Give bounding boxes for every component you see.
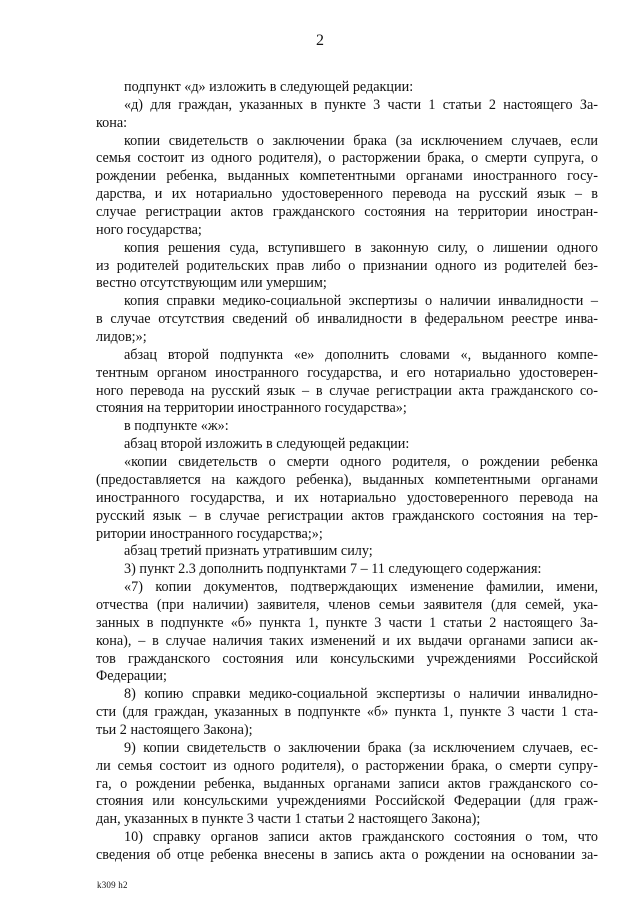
- text-line: 10) справку органов записи актов гражданского состояния о том, что: [124, 829, 598, 845]
- text-line: лидов;»;: [96, 329, 147, 345]
- text-line: иностранного государства, и их нотариально удостоверенного перевода на: [96, 490, 598, 506]
- text-line: дарства, и их нотариально удостоверенного перевода на русский язык – в: [96, 186, 598, 202]
- text-line: (предоставляется на каждого ребенка), выданных компетентными органами: [96, 472, 598, 488]
- text-line: подпункт «д» изложить в следующей редакции:: [124, 79, 414, 95]
- text-line: абзац второй подпункта «е» дополнить словами «, выданного компе-: [124, 347, 598, 363]
- text-line: сведения об отце ребенка внесены в запись акта о рождении на основании за-: [96, 847, 598, 863]
- text-line: 3) пункт 2.3 дополнить подпунктами 7 – 11 следующего содержания:: [124, 561, 542, 577]
- text-line: отчества (при наличии) заявителя, членов семьи заявителя (для семей, ука-: [96, 597, 598, 613]
- text-line: тов гражданского состояния или консульскими учреждениями Российской: [96, 651, 598, 667]
- text-line: ритории иностранного государства;»;: [96, 526, 323, 542]
- text-line: из родителей родительских прав либо о признании одного из родителей без-: [96, 258, 598, 274]
- text-line: русский язык – в случае регистрации актов гражданского состояния на тер-: [96, 508, 598, 524]
- text-line: ного перевода на русский язык – в случае регистрации акта гражданского со-: [96, 383, 598, 399]
- text-line: семья состоит из одного родителя), о расторжении брака, о смерти супруга, о: [96, 150, 598, 166]
- text-line: абзац третий признать утратившим силу;: [124, 543, 373, 559]
- text-line: тьи 2 настоящего Закона);: [96, 722, 253, 738]
- text-line: «7) копии документов, подтверждающих изменение фамилии, имени,: [124, 579, 598, 595]
- text-line: в подпункте «ж»:: [124, 418, 229, 434]
- text-line: копии свидетельств о заключении брака (за исключением случаев, если: [124, 133, 598, 149]
- text-line: сти (для граждан, указанных в подпункте «б» пункта 1, пункте 3 части 1 ста-: [96, 704, 598, 720]
- text-line: га, о рождении ребенка, выданных органами записи актов гражданского со-: [96, 776, 598, 792]
- text-line: 9) копии свидетельств о заключении брака (за исключением случаев, ес-: [124, 740, 598, 756]
- text-line: копия решения суда, вступившего в законную силу, о лишении одного: [124, 240, 598, 256]
- text-line: Федерации;: [96, 668, 167, 684]
- text-line: ли семья состоит из одного родителя), о расторжении брака, о смерти супру-: [96, 758, 598, 774]
- text-line: «копии свидетельств о смерти одного родителя, о рождении ребенка: [124, 454, 598, 470]
- text-line: в случае отсутствия сведений об инвалидности в федеральном реестре инва-: [96, 311, 598, 327]
- text-line: тентным органом иностранного государства, и его нотариально удостоверен-: [96, 365, 598, 381]
- text-line: абзац второй изложить в следующей редакции:: [124, 436, 410, 452]
- text-line: 8) копию справки медико-социальной экспертизы о наличии инвалидно-: [124, 686, 598, 702]
- text-line: случае регистрации актов гражданского состояния на территории иностран-: [96, 204, 598, 220]
- text-line: дан, указанных в пункте 3 части 1 статьи 2 настоящего Закона);: [96, 811, 481, 827]
- text-line: кона), – в случае наличия таких изменений и их выдачи органами записи ак-: [96, 633, 598, 649]
- text-line: вестно отсутствующим или умершим;: [96, 275, 327, 291]
- text-line: стояния или консульскими учреждениями Российской Федерации (для граж-: [96, 793, 598, 809]
- page-number: 2: [316, 32, 324, 49]
- text-line: ного государства;: [96, 222, 202, 238]
- text-line: рождении ребенка, выданных компетентными органами иностранного госу-: [96, 168, 598, 184]
- text-line: кона:: [96, 115, 128, 131]
- text-line: копия справки медико-социальной экспертизы о наличии инвалидности –: [124, 293, 598, 309]
- text-line: стояния на территории иностранного государства»;: [96, 400, 407, 416]
- text-line: «д) для граждан, указанных в пункте 3 части 1 статьи 2 настоящего За-: [124, 97, 598, 113]
- text-line: занных в подпункте «б» пункта 1, пункте 3 части 1 статьи 2 настоящего За-: [96, 615, 598, 631]
- footer-code: k309 h2: [97, 880, 128, 890]
